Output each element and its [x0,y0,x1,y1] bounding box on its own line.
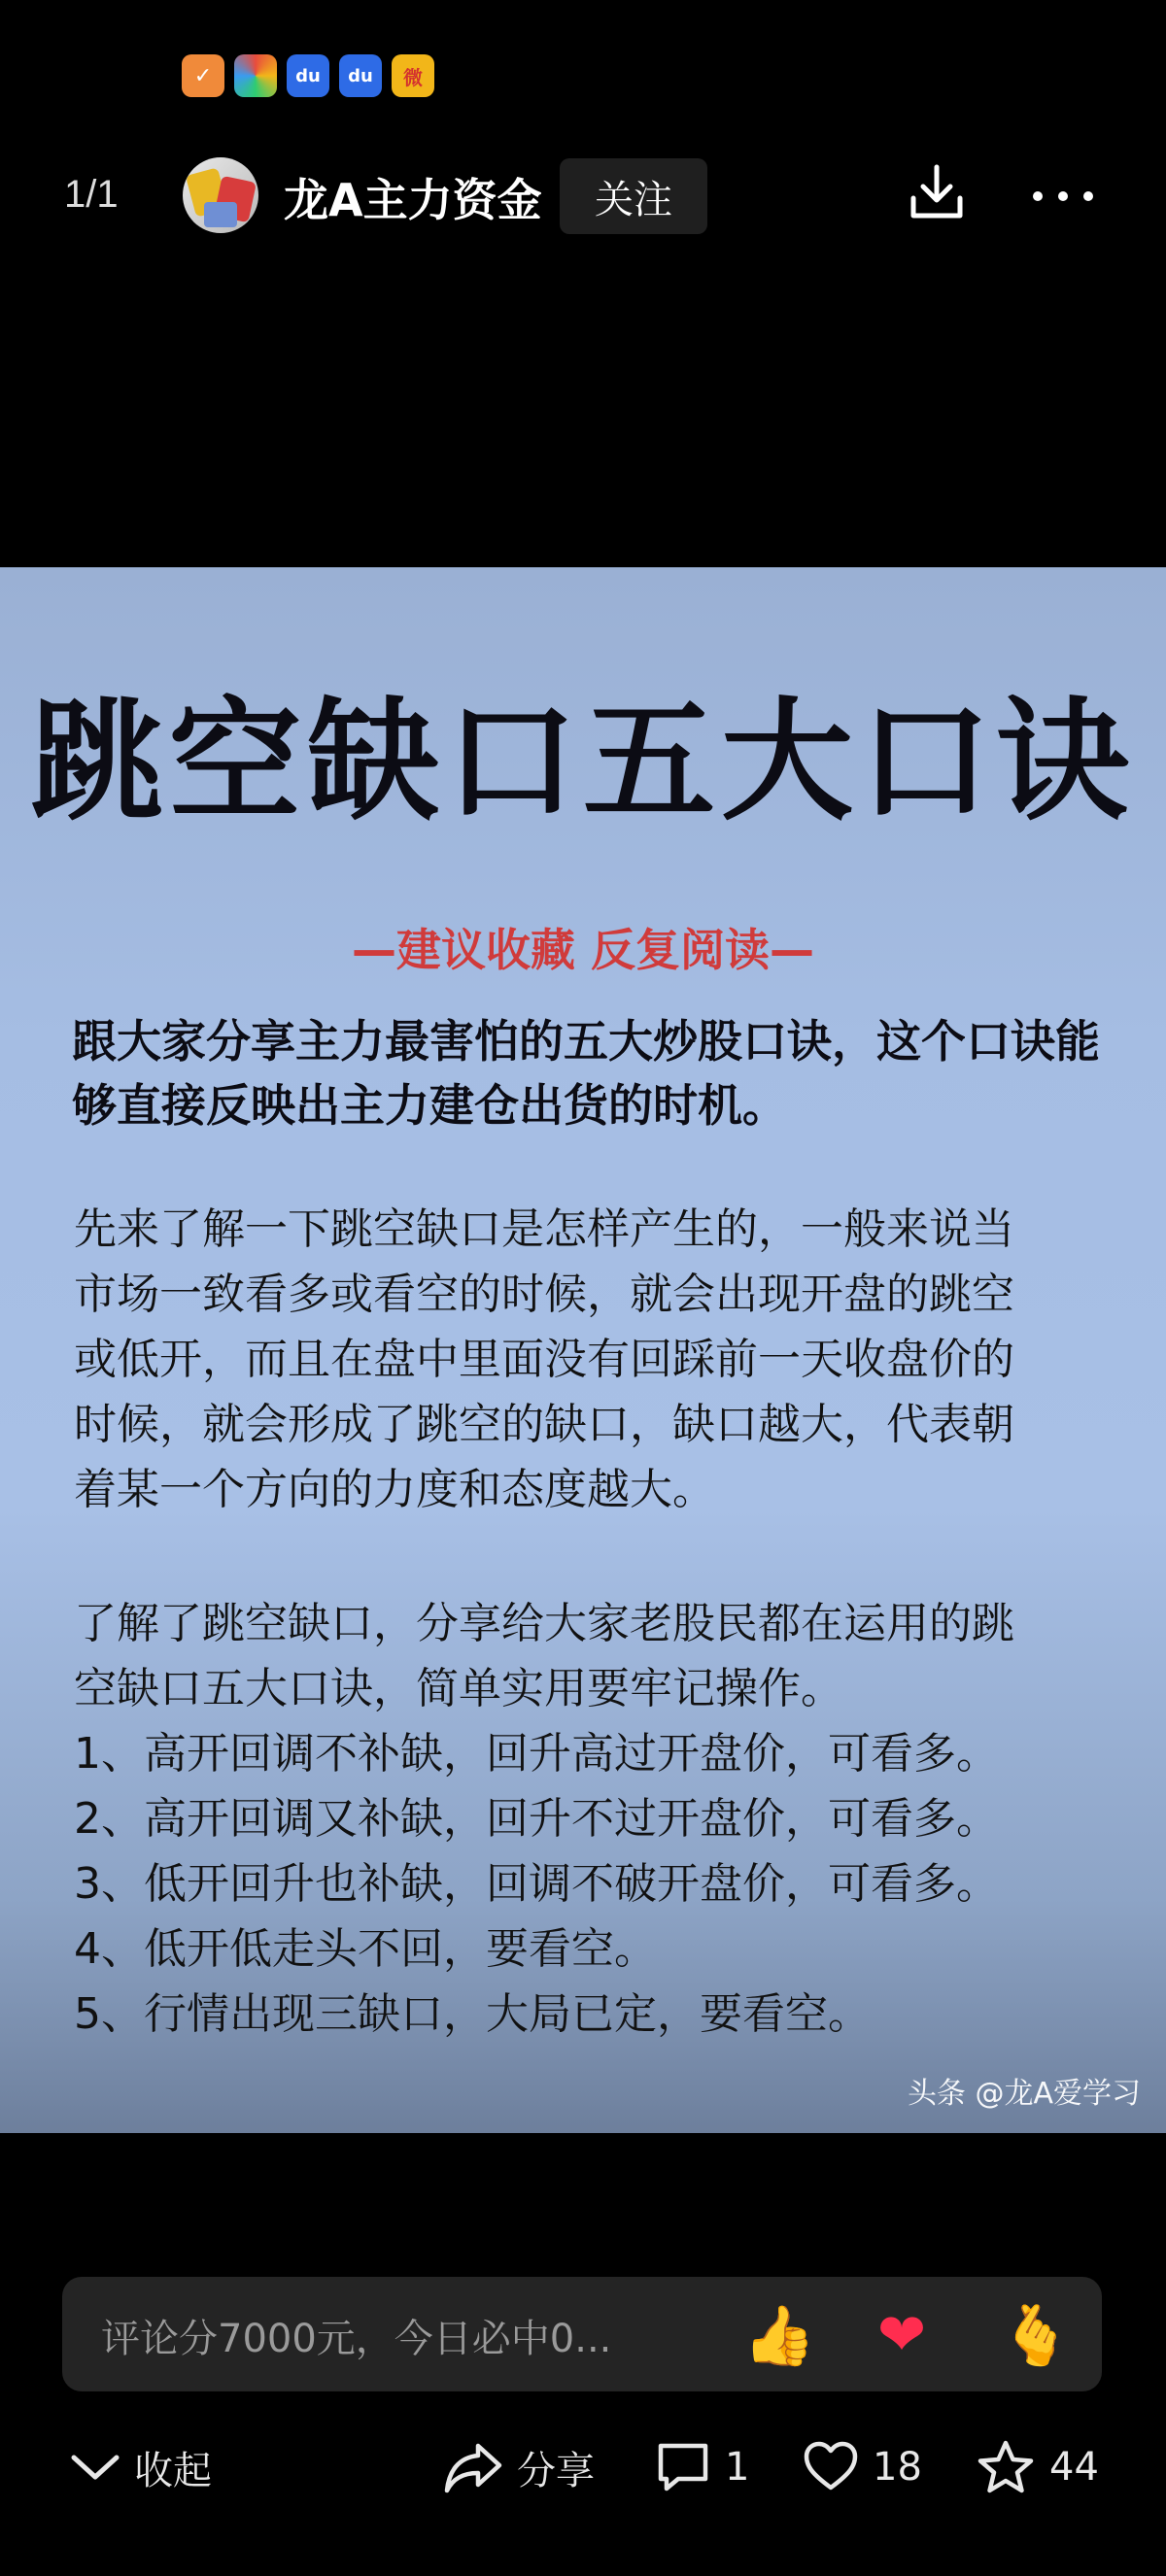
download-icon[interactable] [909,163,965,221]
like-count: 18 [873,2445,922,2490]
paragraph-line: 或低开，而且在盘中里面没有回踩前一天收盘价的 [74,1335,1014,1384]
collapse-button[interactable] [70,2438,212,2496]
follow-button[interactable]: 关注 [560,158,707,234]
share-icon [443,2440,503,2494]
share-button[interactable] [443,2438,595,2496]
rule-item: 3、低开回升也补缺，回调不破开盘价，可看多。 [74,1859,999,1909]
comment-button[interactable] [655,2438,749,2496]
paragraph-line: 空缺口五大口诀，简单实用要牢记操作。 [74,1664,843,1713]
rule-item: 1、高开回调不补缺，回升高过开盘价，可看多。 [74,1729,999,1779]
baidu-icon-2: du [339,54,382,97]
app-multicolor-icon [234,54,277,97]
paragraph-line: 时候，就会形成了跳空的缺口，缺口越大，代表朝 [74,1400,1014,1449]
watermark: 头条 @龙A爱学习 [907,2077,1141,2111]
comment-bar[interactable] [62,2277,1102,2391]
like-button[interactable] [803,2438,922,2496]
paragraph-line: 了解了跳空缺口，分享给大家老股民都在运用的跳 [74,1599,1014,1648]
intro-text: 跟大家分享主力最害怕的五大炒股口诀，这个口诀能够直接反映出主力建仓出货的时机。 [72,1015,1100,1132]
baidu-icon: du [287,54,329,97]
thumbs-up-emoji-icon[interactable]: 👍 [742,2301,816,2370]
heart-emoji-icon[interactable]: ❤ [876,2301,927,2369]
post-image[interactable] [0,567,1166,2133]
chevron-down-icon [70,2448,120,2487]
author-name[interactable]: 龙A主力资金 [284,174,542,226]
author-avatar[interactable] [183,157,258,233]
page-counter: 1/1 [64,173,119,216]
rule-item: 5、行情出现三缺口，大局已定，要看空。 [74,1989,871,2039]
favorite-count: 44 [1049,2445,1099,2490]
status-bar-icons [182,54,434,97]
image-title: 跳空缺口五大口诀 [31,686,1135,839]
share-label: 分享 [517,2448,595,2493]
paragraph-rules [74,1591,1104,2047]
star-icon [976,2439,1036,2495]
paragraph-line: 市场一致看多或看空的时候，就会出现开盘的跳空 [74,1270,1014,1319]
comment-count: 1 [725,2445,750,2490]
more-options-icon[interactable] [1030,177,1096,216]
weibo-icon: 微 [392,54,434,97]
app-orange-icon: ✓ [182,54,224,97]
rule-item: 4、低开低走头不回，要看空。 [74,1924,657,1974]
favorite-button[interactable] [976,2438,1099,2496]
heart-icon [803,2441,859,2493]
paragraph-explanation [74,1197,1104,1522]
image-subtitle: —建议收藏 反复阅读— [351,924,814,976]
collapse-label: 收起 [134,2448,212,2493]
paragraph-line: 先来了解一下跳空缺口是怎样产生的，一般来说当 [74,1204,1014,1254]
comment-input[interactable]: 评论分7000元，今日必中0... [101,2317,612,2361]
rule-item: 2、高开回调又补缺，回升不过开盘价，可看多。 [74,1794,999,1844]
finger-heart-emoji-icon[interactable]: 🫰 [999,2301,1073,2370]
comment-icon [655,2440,711,2494]
paragraph-line: 着某一个方向的力度和态度越大。 [74,1465,715,1514]
